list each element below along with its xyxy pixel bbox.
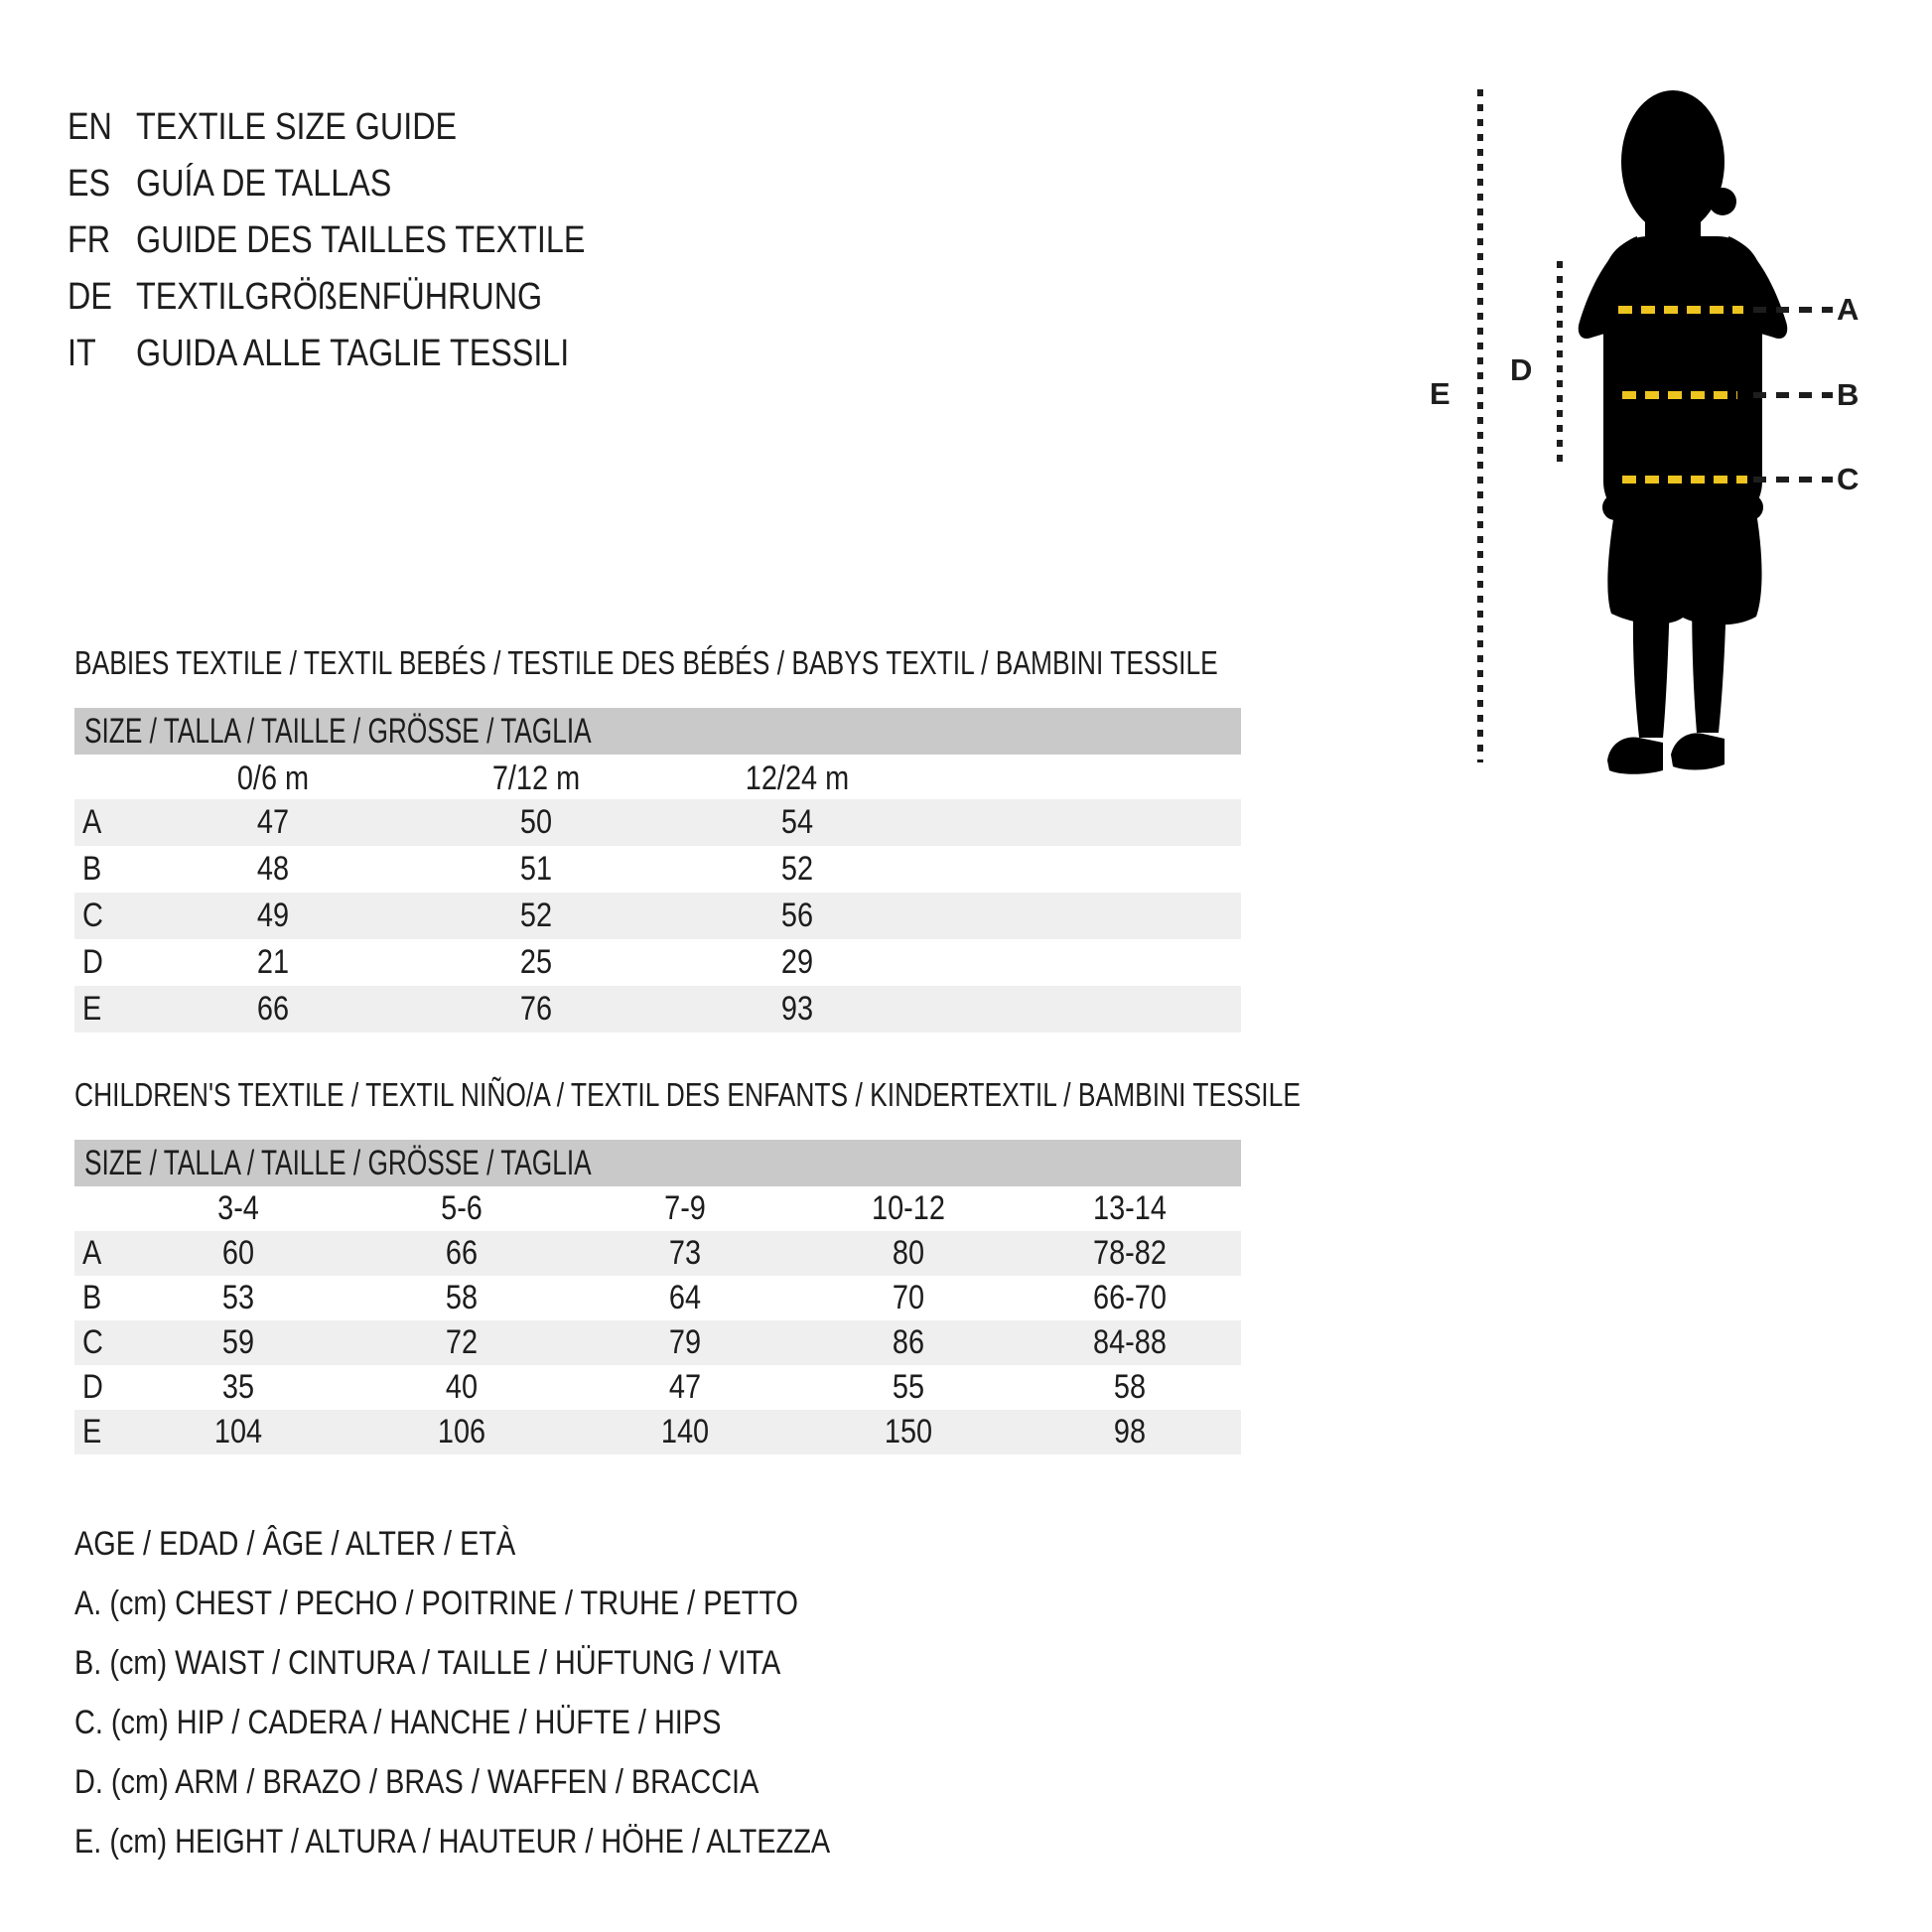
chest-yellow-dash <box>1618 306 1743 314</box>
lang-code-de: DE <box>68 276 112 318</box>
children-size-header-bar: SIZE / TALLA / TAILLE / GRÖSSE / TAGLIA <box>74 1140 1241 1186</box>
lang-title-es: GUÍA DE TALLAS <box>136 163 392 205</box>
children-col-3-4: 3-4 <box>217 1189 259 1227</box>
children-col-10-12: 10-12 <box>872 1189 945 1227</box>
table-cell: 51 <box>519 850 553 888</box>
table-cell: 49 <box>256 897 290 934</box>
lang-code-fr: FR <box>68 219 111 261</box>
table-row <box>74 893 1241 939</box>
babies-col-0-6m: 0/6 m <box>236 759 310 797</box>
lang-title-it: GUIDA ALLE TAGLIE TESSILI <box>136 333 570 374</box>
table-cell: 53 <box>221 1279 255 1316</box>
marker-c-label: C <box>1837 462 1860 496</box>
hip-yellow-dash <box>1622 476 1747 483</box>
table-row <box>74 1365 1241 1410</box>
babies-col-7-12m: 7/12 m <box>491 759 581 797</box>
lang-code-es: ES <box>68 163 111 205</box>
row-label: A <box>82 1234 102 1272</box>
babies-column-headers <box>0 758 1932 799</box>
row-label: D <box>82 1368 103 1406</box>
table-cell: 21 <box>256 943 290 981</box>
table-cell: 66 <box>445 1234 479 1272</box>
table-cell: 52 <box>780 850 814 888</box>
table-cell: 64 <box>668 1279 702 1316</box>
waist-black-dash <box>1753 392 1833 398</box>
table-cell: 35 <box>221 1368 255 1406</box>
children-column-headers <box>0 1187 1932 1229</box>
babies-col-12-24m: 12/24 m <box>745 759 850 797</box>
table-row <box>74 1320 1241 1365</box>
babies-section-title: BABIES TEXTILE / TEXTIL BEBÉS / TESTILE DES BÉBÉS / BABYS TEXTIL / BAMBINI TESSILE <box>74 644 1218 681</box>
row-label: A <box>82 803 102 841</box>
table-cell: 78-82 <box>1093 1234 1167 1272</box>
lang-title-en: TEXTILE SIZE GUIDE <box>136 106 458 148</box>
table-cell: 55 <box>892 1368 925 1406</box>
table-cell: 40 <box>445 1368 479 1406</box>
lang-code-en: EN <box>68 106 112 148</box>
table-row <box>74 846 1241 893</box>
table-row <box>74 1276 1241 1320</box>
table-cell: 47 <box>256 803 290 841</box>
row-label: E <box>82 990 102 1028</box>
legend-height: E. (cm) HEIGHT / ALTURA / HAUTEUR / HÖHE / ALTEZZA <box>74 1823 831 1861</box>
table-cell: 79 <box>668 1323 702 1361</box>
row-label: D <box>82 943 103 981</box>
babies-size-header-bar: SIZE / TALLA / TAILLE / GRÖSSE / TAGLIA <box>74 708 1241 755</box>
table-cell: 60 <box>221 1234 255 1272</box>
legend-age: AGE / EDAD / ÂGE / ALTER / ETÀ <box>74 1525 516 1563</box>
table-cell: 150 <box>884 1413 933 1450</box>
table-cell: 140 <box>660 1413 710 1450</box>
legend-arm: D. (cm) ARM / BRAZO / BRAS / WAFFEN / BRACCIA <box>74 1763 759 1801</box>
marker-d-label: D <box>1510 352 1533 387</box>
table-cell: 66-70 <box>1093 1279 1167 1316</box>
lang-title-de: TEXTILGRÖßENFÜHRUNG <box>136 276 543 318</box>
table-cell: 73 <box>668 1234 702 1272</box>
table-cell: 58 <box>445 1279 479 1316</box>
marker-e-label: E <box>1430 376 1450 411</box>
table-row <box>74 986 1241 1033</box>
chest-black-dash <box>1753 307 1833 313</box>
table-row <box>74 1231 1241 1276</box>
children-col-13-14: 13-14 <box>1093 1189 1167 1227</box>
row-label: E <box>82 1413 102 1450</box>
marker-b-label: B <box>1837 377 1860 412</box>
table-cell: 72 <box>445 1323 479 1361</box>
waist-yellow-dash <box>1622 391 1737 399</box>
table-cell: 66 <box>256 990 290 1028</box>
hip-black-dash <box>1753 477 1833 483</box>
row-label: C <box>82 1323 103 1361</box>
table-cell: 70 <box>892 1279 925 1316</box>
table-cell: 76 <box>519 990 553 1028</box>
table-row <box>74 799 1241 846</box>
legend-waist: B. (cm) WAIST / CINTURA / TAILLE / HÜFTUNG / VITA <box>74 1644 781 1682</box>
marker-a-label: A <box>1837 292 1860 327</box>
table-cell: 58 <box>1113 1368 1147 1406</box>
children-section-title: CHILDREN'S TEXTILE / TEXTIL NIÑO/A / TEXTIL DES ENFANTS / KINDERTEXTIL / BAMBINI TESSILE <box>74 1076 1301 1113</box>
legend-hip: C. (cm) HIP / CADERA / HANCHE / HÜFTE / HIPS <box>74 1704 722 1741</box>
table-cell: 80 <box>892 1234 925 1272</box>
table-cell: 52 <box>519 897 553 934</box>
table-cell: 50 <box>519 803 553 841</box>
table-cell: 47 <box>668 1368 702 1406</box>
row-label: B <box>82 850 102 888</box>
table-cell: 29 <box>780 943 814 981</box>
children-col-7-9: 7-9 <box>664 1189 706 1227</box>
table-cell: 98 <box>1113 1413 1147 1450</box>
table-cell: 93 <box>780 990 814 1028</box>
table-cell: 25 <box>519 943 553 981</box>
children-col-5-6: 5-6 <box>441 1189 483 1227</box>
table-cell: 86 <box>892 1323 925 1361</box>
table-row <box>74 939 1241 986</box>
table-cell: 54 <box>780 803 814 841</box>
child-silhouette-image <box>1574 87 1792 774</box>
row-label: C <box>82 897 103 934</box>
table-cell: 48 <box>256 850 290 888</box>
legend-chest: A. (cm) CHEST / PECHO / POITRINE / TRUHE / PETTO <box>74 1585 799 1622</box>
lang-title-fr: GUIDE DES TAILLES TEXTILE <box>136 219 586 261</box>
lang-code-it: IT <box>68 333 96 374</box>
table-cell: 106 <box>437 1413 486 1450</box>
arm-dotted-line <box>1557 261 1563 470</box>
table-cell: 104 <box>213 1413 263 1450</box>
table-row <box>74 1410 1241 1454</box>
table-cell: 56 <box>780 897 814 934</box>
row-label: B <box>82 1279 102 1316</box>
table-cell: 84-88 <box>1093 1323 1167 1361</box>
table-cell: 59 <box>221 1323 255 1361</box>
